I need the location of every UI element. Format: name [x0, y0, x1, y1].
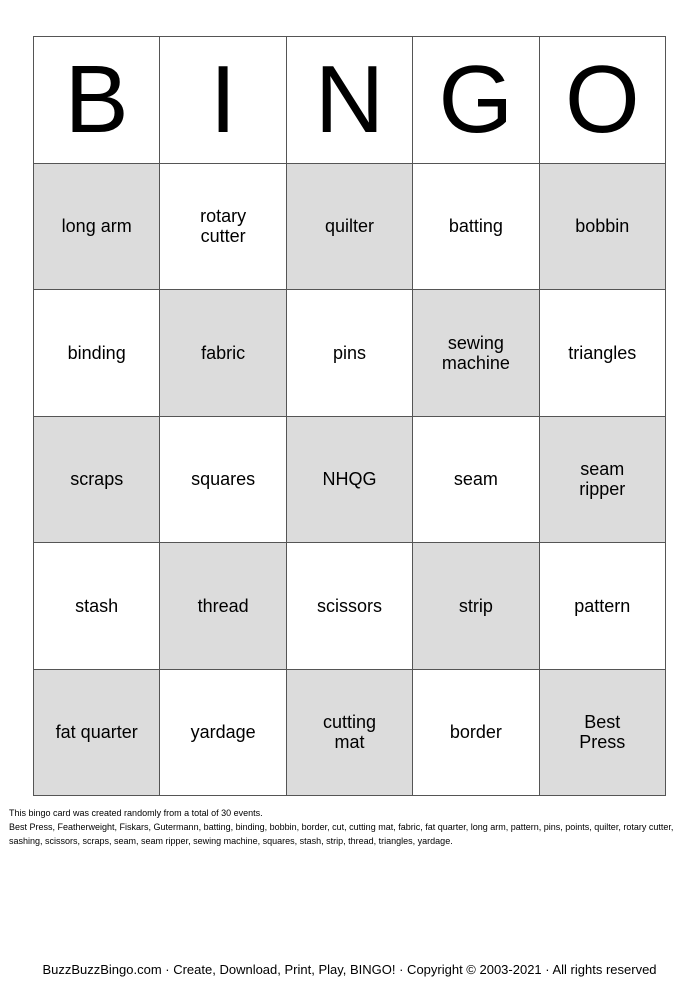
bingo-cell-label: fabric [201, 342, 246, 363]
bingo-cell [160, 543, 286, 670]
bingo-cell-label: binding [67, 342, 126, 363]
bingo-cell [287, 164, 413, 291]
bingo-cell-label: scissors [316, 595, 382, 616]
bingo-cell [160, 417, 286, 544]
bingo-cell [540, 543, 666, 670]
bingo-cell-label: long arm [61, 216, 132, 237]
bingo-cell [540, 670, 666, 797]
bingo-cell [540, 290, 666, 417]
bingo-cell-label: pins [332, 342, 366, 363]
header-letter-g: G [413, 37, 539, 164]
bingo-cell [34, 290, 160, 417]
bingo-cell-label: triangles [568, 342, 637, 363]
bingo-cell-label: pattern [574, 595, 631, 616]
bingo-cell [413, 417, 539, 544]
bingo-cell [287, 670, 413, 797]
bingo-cell-label: squares [191, 469, 256, 490]
bingo-cell-label: seam [453, 469, 498, 490]
bingo-cell [160, 670, 286, 797]
header-letter-n: N [287, 37, 413, 164]
bingo-cell [287, 290, 413, 417]
bingo-cell [287, 417, 413, 544]
bingo-cell-label: sewing machine [441, 332, 510, 373]
notes-summary: This bingo card was created randomly from a total of 30 events. [9, 808, 263, 818]
notes-event-list: Best Press, Featherweight, Fiskars, Gutermann, batting, binding, bobbin, border, cut, cutting mat, fabric, fat quarter, long arm, pattern, pins, points, quilter, rotary cutter, sashing, scissors, scraps, seam, seam ripper, sewing machine, squares, stash, strip, thread, triangles, yardage. [9, 822, 674, 846]
bingo-cell-label: fat quarter [55, 722, 138, 743]
bingo-cell [34, 417, 160, 544]
bingo-cell [160, 164, 286, 291]
bingo-cell [34, 543, 160, 670]
bingo-cell-label: border [449, 722, 502, 743]
bingo-grid [33, 36, 666, 796]
bingo-cell-label: stash [75, 595, 119, 616]
bingo-cell-label: NHQG [322, 469, 377, 490]
bingo-cell-label: scraps [70, 469, 124, 490]
card-notes [9, 806, 684, 848]
bingo-cell [540, 417, 666, 544]
bingo-cell [413, 543, 539, 670]
bingo-cell [540, 164, 666, 291]
bingo-cell-label: thread [197, 595, 249, 616]
bingo-cell-label: seam ripper [579, 459, 626, 500]
header-letter-o: O [540, 37, 666, 164]
bingo-cell [34, 670, 160, 797]
bingo-cell-label: bobbin [575, 216, 630, 237]
bingo-cell-label: batting [448, 216, 503, 237]
bingo-cell-label: yardage [190, 722, 256, 743]
bingo-cell [413, 670, 539, 797]
bingo-cell-label: strip [458, 595, 493, 616]
bingo-cell-label: Best Press [579, 712, 626, 753]
bingo-cell [287, 543, 413, 670]
header-letter-i: I [160, 37, 286, 164]
bingo-cell-label: rotary cutter [200, 206, 247, 247]
bingo-cell [413, 290, 539, 417]
bingo-cell [413, 164, 539, 291]
header-letter-b: B [34, 37, 160, 164]
bingo-cell [160, 290, 286, 417]
bingo-cell-label: quilter [324, 216, 374, 237]
bingo-cell-label: cutting mat [322, 712, 376, 753]
bingo-cell [34, 164, 160, 291]
site-footer: BuzzBuzzBingo.com · Create, Download, Print, Play, BINGO! · Copyright © 2003-2021 · All rights reserved [42, 962, 657, 977]
